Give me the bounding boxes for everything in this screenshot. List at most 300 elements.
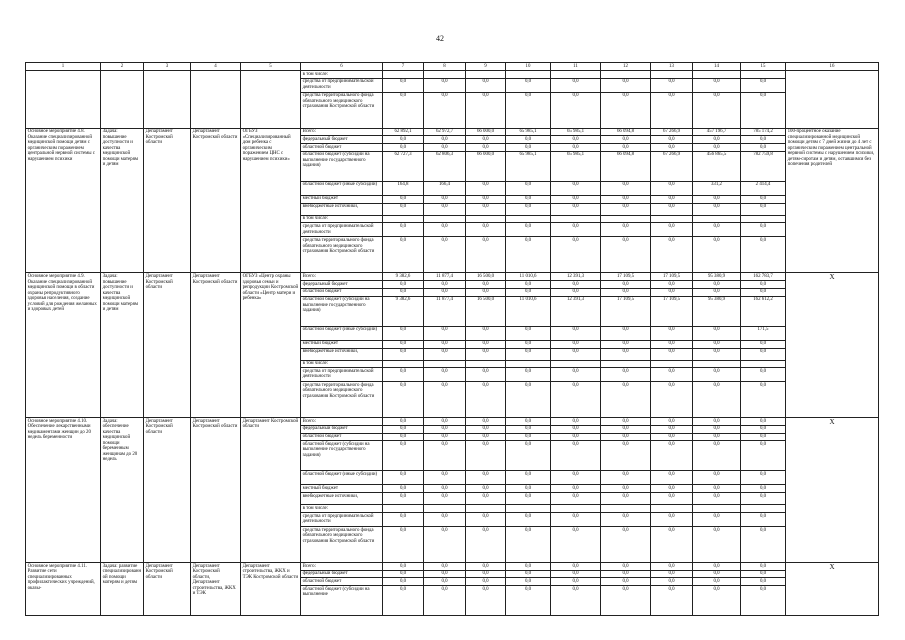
value-cell: 0,0 (424, 512, 466, 526)
column-number-5: 5 (241, 63, 301, 71)
value-cell: 0,0 (741, 92, 786, 128)
co-executor: Департамент Костромской области, Департамент строительства, ЖКХ и ТЭК (191, 562, 241, 615)
value-cell: 0,0 (551, 237, 601, 273)
value-cell: 0,0 (693, 136, 741, 144)
value-cell: 0,0 (424, 281, 466, 289)
value-cell: 0,0 (741, 493, 786, 505)
value-cell: 65 985,1 (551, 128, 601, 136)
column-number-9: 9 (466, 63, 506, 71)
value-cell: 0,0 (506, 485, 551, 493)
value-cell (693, 505, 741, 513)
value-cell: 0,0 (741, 144, 786, 152)
value-cell: 0,0 (741, 78, 786, 92)
value-cell: 0,0 (693, 382, 741, 418)
value-cell: 0,0 (693, 441, 741, 471)
value-cell: 0,0 (651, 425, 693, 433)
value-cell: 0,0 (741, 237, 786, 273)
value-cell (551, 71, 601, 79)
value-cell: 0,0 (466, 136, 506, 144)
funding-source-label: средства от предпринимательской деятельности (301, 512, 383, 526)
value-cell: 0,0 (693, 512, 741, 526)
value-cell: 0,0 (383, 326, 424, 340)
value-cell: 0,0 (506, 425, 551, 433)
value-cell: 0,0 (383, 578, 424, 586)
funding-source-label: в том числе: (301, 505, 383, 513)
value-cell: 66 094,8 (601, 151, 651, 181)
value-cell: 0,0 (693, 425, 741, 433)
value-cell: 0,0 (741, 195, 786, 203)
value-cell: 162 783,7 (741, 273, 786, 281)
value-cell: 0,0 (506, 288, 551, 296)
value-cell: 0,0 (506, 418, 551, 426)
value-cell: 0,0 (383, 471, 424, 485)
value-cell: 0,0 (551, 203, 601, 215)
value-cell: 65 985,1 (506, 128, 551, 136)
value-cell: 0,0 (601, 326, 651, 340)
value-cell (466, 215, 506, 223)
value-cell: 65 985,1 (551, 151, 601, 181)
funding-source-label: внебюджетные источники, (301, 203, 383, 215)
value-cell (424, 360, 466, 368)
value-cell (383, 505, 424, 513)
value-cell: 0,0 (601, 433, 651, 441)
funding-source-label: областной бюджет (301, 578, 383, 586)
funding-source-label: средства территориального фонда обязательного медицинского страхования Костромской области (301, 526, 383, 562)
value-cell: 0,0 (741, 203, 786, 215)
column-number-14: 14 (693, 63, 741, 71)
value-cell: 456 865,5 (693, 151, 741, 181)
funding-source-label: Всего: (301, 562, 383, 570)
value-cell: 0,0 (506, 441, 551, 471)
value-cell: 0,0 (651, 562, 693, 570)
value-cell: 0,0 (551, 326, 601, 340)
value-cell: 0,0 (601, 570, 651, 578)
value-cell: 0,0 (506, 433, 551, 441)
value-cell: 0,0 (424, 441, 466, 471)
column-number-8: 8 (424, 63, 466, 71)
value-cell: 0,0 (466, 382, 506, 418)
value-cell: 0,0 (693, 348, 741, 360)
value-cell: 0,0 (383, 433, 424, 441)
expected-result (786, 71, 879, 129)
funding-source-label: областной бюджет (субсидии на выполнение государственного задания) (301, 441, 383, 471)
responsible-executor: Департамент Костромской области (144, 273, 191, 418)
value-cell: 0,0 (551, 223, 601, 237)
funding-source-label: средства от предпринимательской деятельности (301, 368, 383, 382)
value-cell (741, 505, 786, 513)
value-cell: 0,0 (741, 526, 786, 562)
value-cell: 0,0 (601, 526, 651, 562)
funding-row (26, 71, 879, 79)
value-cell: 0,0 (651, 281, 693, 289)
value-cell: 0,0 (601, 78, 651, 92)
value-cell: 0,0 (601, 237, 651, 273)
value-cell: 0,0 (693, 326, 741, 340)
value-cell: 0,0 (601, 340, 651, 348)
value-cell: 0,0 (383, 92, 424, 128)
value-cell: 0,0 (383, 144, 424, 152)
value-cell: 67 266,9 (651, 151, 693, 181)
value-cell: 12 391,3 (551, 273, 601, 281)
value-cell: 0,0 (551, 368, 601, 382)
value-cell: 0,0 (741, 368, 786, 382)
value-cell: 62 972,7 (424, 128, 466, 136)
value-cell (601, 505, 651, 513)
value-cell: 0,0 (651, 78, 693, 92)
value-cell: 0,0 (551, 340, 601, 348)
column-number-3: 3 (144, 63, 191, 71)
value-cell: 0,0 (551, 425, 601, 433)
value-cell: 0,0 (601, 418, 651, 426)
value-cell: 0,0 (693, 570, 741, 578)
participant: ОГБУЗ «Центр охраны здоровья семьи и репродукции Костромской области «Центр матери и ребенка» (241, 273, 301, 418)
value-cell: 0,0 (551, 586, 601, 616)
expected-result: X (786, 273, 879, 418)
value-cell: 0,0 (651, 433, 693, 441)
funding-source-label: местный бюджет (301, 195, 383, 203)
expected-result: X (786, 418, 879, 563)
value-cell: 0,0 (651, 512, 693, 526)
value-cell: 0,0 (424, 418, 466, 426)
funding-source-label: средства территориального фонда обязательного медицинского страхования Костромской области (301, 237, 383, 273)
value-cell: 66 000,0 (466, 128, 506, 136)
funding-source-label: областной бюджет (субсидии на выполнение государственного задания) (301, 296, 383, 326)
value-cell: 0,0 (424, 195, 466, 203)
value-cell: 0,0 (551, 348, 601, 360)
value-cell: 0,0 (551, 136, 601, 144)
value-cell: 0,0 (506, 237, 551, 273)
value-cell: 0,0 (651, 526, 693, 562)
column-number-11: 11 (551, 63, 601, 71)
value-cell: 0,0 (651, 237, 693, 273)
activity-name: Основное мероприятие 4.10. Обеспечение лекарственными медикаментами женщин до 20 недель беременности (26, 418, 101, 563)
funding-row (26, 562, 879, 570)
value-cell (601, 71, 651, 79)
value-cell: 17 109,5 (601, 273, 651, 281)
value-cell: 0,0 (466, 586, 506, 616)
funding-source-label: средства территориального фонда обязательного медицинского страхования Костромской области (301, 382, 383, 418)
funding-source-label: Всего: (301, 128, 383, 136)
activity-name: Основное мероприятие 4.9. Оказание специализированной медицинской помощи в области охраны репродуктивного здоровья населения, создание условий для рождения желанных и здоровых детей (26, 273, 101, 418)
value-cell: 457 196,7 (693, 128, 741, 136)
value-cell: 0,0 (506, 195, 551, 203)
value-cell (424, 215, 466, 223)
value-cell: 0,0 (601, 92, 651, 128)
value-cell: 0,0 (506, 493, 551, 505)
funding-source-label: внебюджетные источники, (301, 493, 383, 505)
value-cell: 0,0 (466, 526, 506, 562)
co-executor: Департамент Костромской области (191, 128, 241, 273)
value-cell: 0,0 (424, 326, 466, 340)
value-cell: 0,0 (424, 562, 466, 570)
value-cell (506, 71, 551, 79)
value-cell: 0,0 (466, 181, 506, 195)
value-cell: 0,0 (383, 586, 424, 616)
value-cell: 9 382,6 (383, 273, 424, 281)
value-cell: 67 266,9 (651, 128, 693, 136)
value-cell: 0,0 (424, 144, 466, 152)
value-cell (651, 215, 693, 223)
value-cell: 0,0 (601, 144, 651, 152)
value-cell: 0,0 (424, 586, 466, 616)
value-cell: 0,0 (551, 578, 601, 586)
value-cell: 0,0 (693, 92, 741, 128)
value-cell: 0,0 (693, 433, 741, 441)
value-cell: 0,0 (383, 348, 424, 360)
column-number-2: 2 (101, 63, 144, 71)
value-cell: 66 094,8 (601, 128, 651, 136)
value-cell: 11 877,4 (424, 296, 466, 326)
funding-source-label: областной бюджет (субсидии на выполнение (301, 586, 383, 616)
value-cell: 0,0 (466, 78, 506, 92)
value-cell: 0,0 (424, 340, 466, 348)
value-cell: 0,0 (466, 288, 506, 296)
value-cell: 0,0 (601, 425, 651, 433)
value-cell: 0,0 (551, 382, 601, 418)
value-cell: 0,0 (466, 425, 506, 433)
value-cell: 0,0 (693, 586, 741, 616)
value-cell: 171,5 (741, 326, 786, 340)
value-cell: 0,0 (506, 203, 551, 215)
value-cell: 0,0 (651, 136, 693, 144)
budget-table-body (26, 71, 879, 616)
value-cell: 0,0 (693, 203, 741, 215)
value-cell: 0,0 (551, 493, 601, 505)
task-cell: Задача: повышение доступности и качества медицинской помощи матерям и детям (101, 128, 144, 273)
value-cell (693, 215, 741, 223)
value-cell: 0,0 (651, 493, 693, 505)
value-cell: 0,0 (741, 136, 786, 144)
value-cell: 164,8 (383, 181, 424, 195)
value-cell: 0,0 (693, 237, 741, 273)
value-cell: 16 500,0 (466, 296, 506, 326)
value-cell: 0,0 (424, 348, 466, 360)
value-cell: 0,0 (693, 288, 741, 296)
value-cell: 0,0 (466, 223, 506, 237)
value-cell (424, 505, 466, 513)
value-cell: 0,0 (651, 570, 693, 578)
value-cell: 0,0 (601, 493, 651, 505)
value-cell: 0,0 (741, 433, 786, 441)
funding-source-label: местный бюджет (301, 485, 383, 493)
value-cell: 0,0 (424, 78, 466, 92)
value-cell: 0,0 (651, 203, 693, 215)
co-executor: Департамент Костромской области (191, 418, 241, 563)
value-cell: 0,0 (601, 181, 651, 195)
value-cell: 0,0 (383, 441, 424, 471)
value-cell: 0,0 (424, 382, 466, 418)
funding-row (26, 418, 879, 426)
value-cell: 0,0 (466, 562, 506, 570)
value-cell: 0,0 (383, 136, 424, 144)
value-cell: 0,0 (383, 493, 424, 505)
value-cell: 0,0 (651, 223, 693, 237)
value-cell: 0,0 (741, 578, 786, 586)
value-cell: 0,0 (651, 418, 693, 426)
funding-source-label: областной бюджет (301, 144, 383, 152)
value-cell: 0,0 (601, 195, 651, 203)
value-cell: 0,0 (551, 512, 601, 526)
value-cell (651, 71, 693, 79)
funding-source-label: областной бюджет (301, 433, 383, 441)
value-cell: 0,0 (383, 570, 424, 578)
value-cell: 16 500,0 (466, 273, 506, 281)
value-cell (383, 71, 424, 79)
funding-source-label: местный бюджет (301, 340, 383, 348)
value-cell: 0,0 (506, 578, 551, 586)
budget-table (25, 62, 879, 616)
value-cell: 0,0 (651, 288, 693, 296)
value-cell: 0,0 (651, 340, 693, 348)
value-cell: 0,0 (424, 526, 466, 562)
task-cell (101, 71, 144, 129)
value-cell: 0,0 (383, 78, 424, 92)
value-cell: 0,0 (466, 348, 506, 360)
value-cell: 0,0 (506, 78, 551, 92)
value-cell: 0,0 (466, 237, 506, 273)
responsible-executor (144, 71, 191, 129)
value-cell: 2 414,4 (741, 181, 786, 195)
value-cell: 0,0 (506, 181, 551, 195)
value-cell: 0,0 (383, 288, 424, 296)
value-cell: 65 985,1 (506, 151, 551, 181)
funding-source-label: в том числе: (301, 360, 383, 368)
value-cell: 0,0 (506, 586, 551, 616)
value-cell: 95 380,9 (693, 273, 741, 281)
value-cell: 0,0 (741, 441, 786, 471)
value-cell: 0,0 (466, 441, 506, 471)
value-cell: 0,0 (741, 382, 786, 418)
value-cell: 66 000,0 (466, 151, 506, 181)
co-executor (191, 71, 241, 129)
value-cell: 0,0 (424, 237, 466, 273)
funding-source-label: областной бюджет (иные субсидии) (301, 181, 383, 195)
value-cell (466, 360, 506, 368)
value-cell (651, 360, 693, 368)
value-cell: 0,0 (551, 288, 601, 296)
activity-name (26, 71, 101, 129)
value-cell: 0,0 (693, 562, 741, 570)
value-cell: 0,0 (601, 471, 651, 485)
value-cell: 0,0 (466, 195, 506, 203)
funding-source-label: в том числе: (301, 215, 383, 223)
value-cell: 0,0 (383, 382, 424, 418)
value-cell: 0,0 (383, 237, 424, 273)
value-cell: 0,0 (741, 288, 786, 296)
value-cell: 0,0 (741, 348, 786, 360)
value-cell: 0,0 (506, 382, 551, 418)
participant (241, 71, 301, 129)
value-cell: 166,4 (424, 181, 466, 195)
funding-source-label: областной бюджет (иные субсидии) (301, 326, 383, 340)
funding-source-label: внебюджетные источники, (301, 348, 383, 360)
value-cell: 0,0 (651, 144, 693, 152)
value-cell: 162 612,2 (741, 296, 786, 326)
value-cell: 0,0 (651, 92, 693, 128)
column-number-7: 7 (383, 63, 424, 71)
value-cell: 0,0 (601, 368, 651, 382)
value-cell: 0,0 (651, 441, 693, 471)
value-cell: 0,0 (466, 326, 506, 340)
funding-source-label: средства территориального фонда обязательного медицинского страхования Костромской области (301, 92, 383, 128)
value-cell: 0,0 (601, 382, 651, 418)
value-cell: 17 109,5 (601, 296, 651, 326)
value-cell (741, 215, 786, 223)
value-cell: 0,0 (551, 562, 601, 570)
value-cell: 0,0 (506, 562, 551, 570)
task-cell: Задача: повышение доступности и качества медицинской помощи матерям и детям (101, 273, 144, 418)
funding-row (26, 128, 879, 136)
value-cell: 9 382,6 (383, 296, 424, 326)
value-cell: 0,0 (383, 281, 424, 289)
column-number-row (26, 63, 879, 71)
participant: Департамент Костромской области (241, 418, 301, 563)
value-cell: 0,0 (424, 203, 466, 215)
value-cell: 0,0 (466, 485, 506, 493)
value-cell: 0,0 (383, 562, 424, 570)
value-cell: 0,0 (506, 570, 551, 578)
value-cell: 0,0 (506, 526, 551, 562)
value-cell: 0,0 (424, 433, 466, 441)
value-cell: 11 877,4 (424, 273, 466, 281)
value-cell: 0,0 (383, 526, 424, 562)
value-cell: 0,0 (466, 281, 506, 289)
value-cell: 0,0 (741, 570, 786, 578)
value-cell: 0,0 (651, 348, 693, 360)
value-cell: 0,0 (383, 368, 424, 382)
task-cell: Задача: обеспечение качества медицинской помощи беременным женщинам до 20 недель (101, 418, 144, 563)
value-cell: 0,0 (466, 570, 506, 578)
value-cell: 0,0 (601, 348, 651, 360)
value-cell: 0,0 (651, 181, 693, 195)
value-cell: 0,0 (693, 578, 741, 586)
value-cell: 0,0 (551, 281, 601, 289)
value-cell: 0,0 (506, 92, 551, 128)
value-cell: 0,0 (741, 562, 786, 570)
value-cell: 0,0 (383, 203, 424, 215)
table-viewport (25, 62, 880, 598)
value-cell (424, 71, 466, 79)
value-cell: 0,0 (424, 578, 466, 586)
value-cell: 0,0 (693, 485, 741, 493)
value-cell (506, 360, 551, 368)
value-cell: 0,0 (551, 195, 601, 203)
value-cell: 0,0 (601, 485, 651, 493)
value-cell: 0,0 (693, 195, 741, 203)
activity-name: Основное мероприятие 4.11. Развитие сети специализированных профилактических учреждений, оказы- (26, 562, 101, 615)
column-number-16: 16 (786, 63, 879, 71)
funding-source-label: Всего: (301, 273, 383, 281)
value-cell (466, 505, 506, 513)
value-cell: 0,0 (651, 586, 693, 616)
funding-source-label: федеральный бюджет (301, 425, 383, 433)
value-cell: 0,0 (383, 425, 424, 433)
value-cell: 0,0 (466, 471, 506, 485)
funding-source-label: областной бюджет (субсидии на выполнение государственного задания) (301, 151, 383, 181)
value-cell: 0,0 (651, 382, 693, 418)
value-cell: 0,0 (466, 433, 506, 441)
value-cell (741, 360, 786, 368)
responsible-executor: Департамент Костромской области (144, 562, 191, 615)
value-cell: 0,0 (424, 570, 466, 578)
value-cell: 0,0 (693, 526, 741, 562)
value-cell: 0,0 (601, 441, 651, 471)
value-cell (693, 360, 741, 368)
value-cell: 0,0 (383, 485, 424, 493)
value-cell: 0,0 (551, 485, 601, 493)
value-cell: 62 727,3 (383, 151, 424, 181)
value-cell: 0,0 (506, 340, 551, 348)
